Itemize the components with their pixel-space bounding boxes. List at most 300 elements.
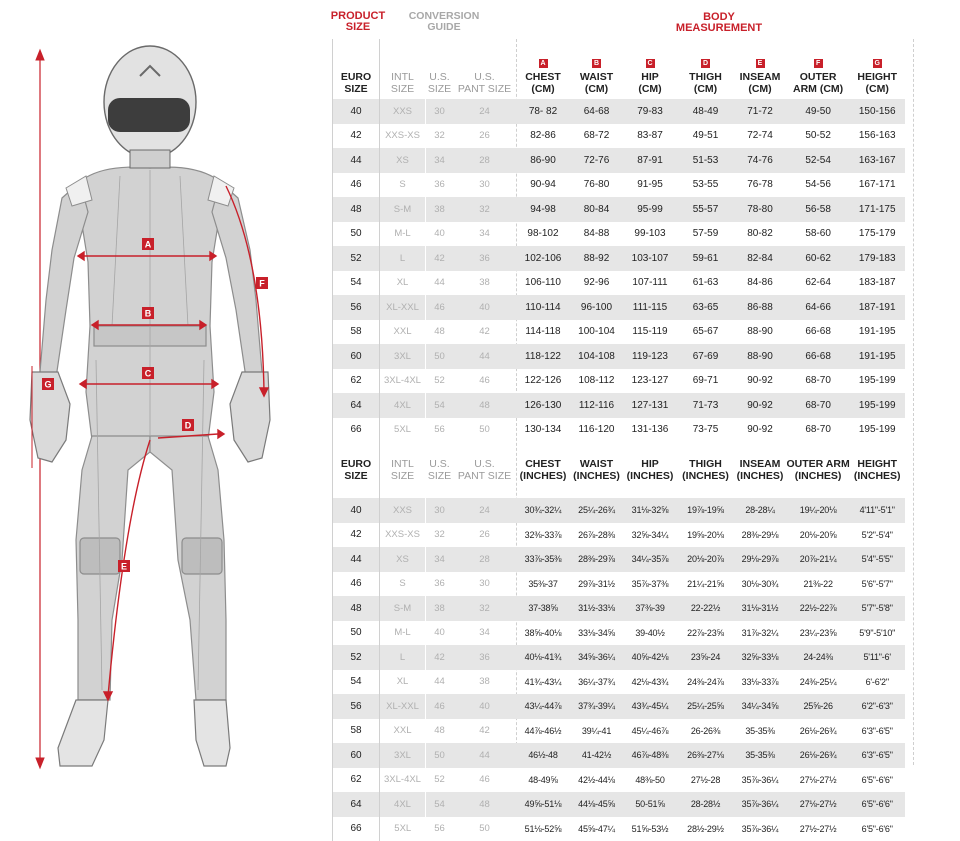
measurement-cell: 24-24⅜ [787,645,850,670]
conversion-cell: 50 [426,344,454,369]
measurement-cell: 27⅛-27½ [787,792,850,817]
measurement-cell: 34¼-34⅝ [734,694,787,719]
column-label: (INCHES) [850,470,905,482]
measurement-cell: 156-163 [850,124,905,149]
measurement-cell: 20⅛-20⅝ [787,523,850,548]
measurement-cell: 5'6"-5'7" [850,572,905,597]
conversion-cell: 52 [426,369,454,394]
measurement-cell: 179-183 [850,246,905,271]
conversion-cell: 3XL [380,743,426,768]
measurement-cell: 64-68 [571,99,623,124]
conversion-cell: 38 [454,670,516,695]
measurement-cell: 31⅛-31½ [734,596,787,621]
conversion-cell: 4XL [380,792,426,817]
measurement-cell: 64-66 [787,295,850,320]
measurement-cell: 187-191 [850,295,905,320]
measurement-cell: 171-175 [850,197,905,222]
euro-size-cell: 56 [333,295,380,320]
measurement-cell: 21⅜-22 [787,572,850,597]
table-row [333,344,905,369]
measurement-cell: 6'3"-6'5" [850,719,905,744]
body-measurement-header: BODY MEASUREMENT [654,12,784,34]
measurement-cell: 86-88 [734,295,787,320]
column-label: (CM) [734,83,787,95]
measurement-cell: 42⅛-43¾ [623,670,678,695]
column-label: HEIGHT [850,458,905,470]
conversion-cell: 34 [426,547,454,572]
measurement-cell: 126-130 [516,393,571,418]
measurement-column-header [623,39,678,99]
measurement-cell: 130-134 [516,418,571,443]
measurement-cell: 60-62 [787,246,850,271]
measurement-cell: 26-26⅜ [678,719,734,744]
column-label: THIGH [678,71,734,83]
conversion-cell: 40 [454,694,516,719]
conversion-cell: 30 [426,498,454,523]
measurement-cell: 80-82 [734,222,787,247]
euro-size-cell: 42 [333,124,380,149]
measurement-cell: 35⅞-36¼ [734,817,787,841]
conversion-cell: 48 [426,719,454,744]
conversion-cell: 28 [454,547,516,572]
measurement-cell: 36¼-37¾ [571,670,623,695]
measurement-column-header [787,442,850,498]
measurement-cell: 33⅛-34⅝ [571,621,623,646]
euro-size-cell: 60 [333,344,380,369]
conversion-cell: 54 [426,393,454,418]
measurement-cell: 86-90 [516,148,571,173]
measurement-cell: 6'5"-6'6" [850,817,905,841]
conversion-cell: 34 [454,621,516,646]
us-pant-size-header-line: U.S. [454,71,516,83]
us-size-header-line: U.S. [426,71,454,83]
measurement-cell: 59-61 [678,246,734,271]
measurement-cell: 43¾-45¼ [623,694,678,719]
euro-size-header-line: EURO [333,71,379,83]
measurement-cell: 6'-6'2" [850,670,905,695]
conversion-cell: 24 [454,498,516,523]
measurement-cell: 39-40½ [623,621,678,646]
measurement-cell: 26⅞-28⅜ [571,523,623,548]
measurement-cell: 163-167 [850,148,905,173]
conversion-cell: XL [380,271,426,296]
label-a-text: A [145,240,152,250]
measurement-cell: 191-195 [850,320,905,345]
measurement-column-header [516,442,571,498]
measurement-cell: 37⅜-39 [623,596,678,621]
conversion-guide-header: CONVERSION GUIDE [398,11,490,33]
measurement-cell: 49-50 [787,99,850,124]
measurement-cell: 61-63 [678,271,734,296]
euro-size-cell: 66 [333,817,380,841]
measurement-cell: 29⅞-31½ [571,572,623,597]
measurement-cell: 31⅛-32⅝ [623,498,678,523]
conversion-cell: 26 [454,124,516,149]
conversion-cell: 40 [426,621,454,646]
measurement-cell: 104-108 [571,344,623,369]
us-pant-size-header-line: U.S. [454,458,516,470]
column-label: (INCHES) [787,470,850,482]
intl-size-header [380,442,426,498]
column-badge: E [756,59,765,68]
measurement-cell: 26⅜-27⅛ [678,743,734,768]
measurement-cell: 38⅝-40⅛ [516,621,571,646]
measurement-cell: 57-59 [678,222,734,247]
measurement-cell: 27½-28 [678,768,734,793]
us-pant-size-header [454,39,516,99]
column-label: (INCHES) [734,470,787,482]
cm_header-header-row [333,39,905,99]
measurement-cell: 5'7"-5'8" [850,596,905,621]
conversion-cell: 4XL [380,393,426,418]
table-row [333,320,905,345]
measurement-cell: 48-49 [678,99,734,124]
conversion-cell: 32 [454,197,516,222]
measurement-cell: 28⅜-29⅞ [571,547,623,572]
label-a [142,238,154,250]
measurement-cell: 4'11"-5'1" [850,498,905,523]
conversion-cell: L [380,246,426,271]
measurement-cell: 112-116 [571,393,623,418]
conversion-cell: 5XL [380,817,426,841]
euro-size-cell: 48 [333,197,380,222]
measurement-column-header [571,39,623,99]
measurement-cell: 83-87 [623,124,678,149]
conversion-cell: XXS [380,498,426,523]
measurement-cell: 67-69 [678,344,734,369]
measurement-cell: 69-71 [678,369,734,394]
conversion-cell: XXS-XS [380,523,426,548]
measurement-cell: 53-55 [678,173,734,198]
measurement-cell: 40⅝-42⅛ [623,645,678,670]
column-label: CHEST [516,458,571,470]
measurement-cell: 107-111 [623,271,678,296]
euro-size-cell: 62 [333,369,380,394]
measurement-cell: 78- 82 [516,99,571,124]
measurement-cell: 46⅞-48⅜ [623,743,678,768]
column-label: THIGH [678,458,734,470]
measurement-cell: 79-83 [623,99,678,124]
label-d-text: D [185,421,192,431]
measurement-cell: 51⅛-52⅝ [516,817,571,841]
measurement-cell: 90-94 [516,173,571,198]
measurement-cell: 96-100 [571,295,623,320]
measurement-cell: 71-72 [734,99,787,124]
conversion-cell: 48 [454,792,516,817]
column-badge: D [701,59,710,68]
measurement-cell: 68-72 [571,124,623,149]
measurement-cell: 65-67 [678,320,734,345]
measurement-cell: 5'11"-6' [850,645,905,670]
measurement-cell: 32⅝-33⅛ [734,645,787,670]
conversion-cell: 30 [454,572,516,597]
conversion-cell: 40 [454,295,516,320]
measurement-cell: 88-90 [734,344,787,369]
conversion-cell: 42 [426,645,454,670]
measurement-cell: 31½-33⅛ [571,596,623,621]
column-label: (CM) [678,83,734,95]
conversion-cell: S-M [380,596,426,621]
euro-size-cell: 52 [333,645,380,670]
column-label: HIP [623,458,678,470]
table-row [333,694,905,719]
measurement-cell: 94-98 [516,197,571,222]
table-row [333,523,905,548]
us-size-header-line: SIZE [426,470,454,482]
measurement-cell: 35⅜-37 [516,572,571,597]
measurement-cell: 175-179 [850,222,905,247]
column-label: (INCHES) [678,470,734,482]
column-label: OUTER ARM [787,458,850,470]
measurement-cell: 34⅝-36¼ [571,645,623,670]
measurement-cell: 22⅞-23⅝ [678,621,734,646]
measurement-cell: 35-35⅜ [734,719,787,744]
measurement-column-header [678,442,734,498]
measurement-cell: 95-99 [623,197,678,222]
measurement-cell: 123-127 [623,369,678,394]
euro-size-cell: 58 [333,719,380,744]
measurement-cell: 55-57 [678,197,734,222]
conversion-cell: XL-XXL [380,694,426,719]
column-label: (INCHES) [623,470,678,482]
conversion-cell: 36 [426,173,454,198]
column-label: OUTER [787,71,850,83]
measurement-cell: 92-96 [571,271,623,296]
measurement-cell: 20⅛-20⅞ [678,547,734,572]
racing-suit-figure [0,0,330,798]
measurement-cell: 71-73 [678,393,734,418]
conversion-cell: 46 [454,369,516,394]
measurement-cell: 150-156 [850,99,905,124]
label-f-text: F [259,279,265,289]
intl-size-header-line: INTL [380,458,425,470]
conversion-cell: 36 [454,645,516,670]
measurement-cell: 90-92 [734,369,787,394]
measurement-cell: 68-70 [787,369,850,394]
euro-size-header-line: SIZE [333,83,379,95]
conversion-cell: 50 [454,418,516,443]
table-row [333,645,905,670]
conversion-cell: 42 [426,246,454,271]
euro-size-header [333,39,380,99]
measurement-cell: 82-84 [734,246,787,271]
euro-size-cell: 44 [333,148,380,173]
conversion-cell: 46 [454,768,516,793]
label-d [182,419,194,431]
helmet-icon [104,46,196,168]
measurement-cell: 5'2"-5'4" [850,523,905,548]
measurement-cell: 84-86 [734,271,787,296]
measurement-cell: 5'9"-5'10" [850,621,905,646]
measurement-cell: 30⅛-30¾ [734,572,787,597]
measurement-cell: 191-195 [850,344,905,369]
measurement-column-header [516,39,571,99]
table-row [333,670,905,695]
intl-size-header-line: SIZE [380,470,425,482]
measurement-cell: 35⅞-36¼ [734,768,787,793]
euro-size-cell: 40 [333,498,380,523]
conversion-cell: 44 [454,743,516,768]
measurement-cell: 102-106 [516,246,571,271]
measurement-cell: 80-84 [571,197,623,222]
table-row [333,148,905,173]
euro-size-header [333,442,380,498]
us-pant-size-header [454,442,516,498]
measurement-cell: 76-80 [571,173,623,198]
conversion-cell: 52 [426,768,454,793]
measurement-cell: 103-107 [623,246,678,271]
measurement-cell: 82-86 [516,124,571,149]
measurement-cell: 33⅛-33⅞ [734,670,787,695]
label-e [118,560,130,572]
measurement-cell: 99-103 [623,222,678,247]
us-size-header [426,442,454,498]
column-label: (INCHES) [571,470,623,482]
column-label: (CM) [516,83,571,95]
measurement-cell: 41¾-43¼ [516,670,571,695]
measurement-cell: 108-112 [571,369,623,394]
measurement-cell: 127-131 [623,393,678,418]
measurement-cell: 35-35⅜ [734,743,787,768]
measurement-cell: 46½-48 [516,743,571,768]
table-row [333,817,905,841]
inch_header-header-row [333,442,905,498]
label-b-text: B [145,309,152,319]
us-size-header [426,39,454,99]
label-g-text: G [44,380,51,390]
euro-size-cell: 50 [333,621,380,646]
table-row [333,768,905,793]
label-f [256,277,268,289]
measurement-cell: 90-92 [734,393,787,418]
measurement-cell: 50-51⅝ [623,792,678,817]
product-size-header: PRODUCT SIZE [326,11,390,33]
measurement-cell: 51⅝-53½ [623,817,678,841]
conversion-cell: 32 [454,596,516,621]
conversion-cell: 50 [454,817,516,841]
measurement-cell: 19⅝-20⅛ [678,523,734,548]
euro-size-cell: 48 [333,596,380,621]
measurement-cell: 84-88 [571,222,623,247]
table-row [333,572,905,597]
measurement-cell: 50-52 [787,124,850,149]
measurement-cell: 51-53 [678,148,734,173]
conversion-cell: L [380,645,426,670]
measurement-column-header [571,442,623,498]
conversion-cell: 26 [454,523,516,548]
shoes [58,700,230,766]
conversion-cell: 54 [426,792,454,817]
measurement-cell: 110-114 [516,295,571,320]
column-label: CHEST [516,71,571,83]
measurement-cell: 21¼-21⅝ [678,572,734,597]
measurement-column-header [787,39,850,99]
table-row [333,743,905,768]
measurement-cell: 45¼-46⅞ [623,719,678,744]
conversion-cell: XL [380,670,426,695]
measurement-cell: 54-56 [787,173,850,198]
euro-size-cell: 56 [333,694,380,719]
conversion-cell: 48 [454,393,516,418]
column-badge: F [814,59,823,68]
measurement-cell: 195-199 [850,418,905,443]
euro-size-cell: 62 [333,768,380,793]
measurement-column-header [623,442,678,498]
conversion-cell: XL-XXL [380,295,426,320]
us-size-header-line: SIZE [426,83,454,95]
euro-size-cell: 64 [333,393,380,418]
intl-size-header-line: INTL [380,71,425,83]
measurement-cell: 74-76 [734,148,787,173]
table-row [333,222,905,247]
conversion-cell: XS [380,148,426,173]
euro-size-cell: 44 [333,547,380,572]
measurement-cell: 22½-22⅞ [787,596,850,621]
euro-size-header-line: EURO [333,458,379,470]
euro-size-cell: 54 [333,271,380,296]
column-label: (CM) [571,83,623,95]
table-row [333,99,905,124]
measurement-cell: 32⅜-33⅞ [516,523,571,548]
measurement-cell: 28-28½ [678,792,734,817]
column-label: WAIST [571,71,623,83]
measurement-cell: 100-104 [571,320,623,345]
table-row [333,369,905,394]
measurement-cell: 19¼-20⅛ [787,498,850,523]
table-row [333,271,905,296]
measurement-cell: 22-22½ [678,596,734,621]
measurement-cell: 76-78 [734,173,787,198]
table-row [333,792,905,817]
intl-size-header-line: SIZE [380,83,425,95]
measurement-column-header [850,39,905,99]
euro-size-cell: 50 [333,222,380,247]
measurement-cell: 116-120 [571,418,623,443]
table-row [333,173,905,198]
measurement-cell: 28⅜-29⅛ [734,523,787,548]
conversion-cell: 38 [426,596,454,621]
column-label: ARM (CM) [787,83,850,95]
conversion-cell: M-L [380,222,426,247]
measurement-column-header [734,442,787,498]
column-label: (CM) [850,83,905,95]
conversion-cell: S [380,572,426,597]
measurement-cell: 68-70 [787,418,850,443]
size-chart-table [332,39,905,841]
label-g [42,378,54,390]
euro-size-cell: 54 [333,670,380,695]
conversion-cell: 3XL-4XL [380,768,426,793]
measurement-cell: 115-119 [623,320,678,345]
measurement-cell: 6'2"-6'3" [850,694,905,719]
measurement-cell: 119-123 [623,344,678,369]
us-pant-size-header-line: PANT SIZE [454,470,516,482]
conversion-cell: 50 [426,743,454,768]
column-label: WAIST [571,458,623,470]
conversion-cell: 40 [426,222,454,247]
measurement-cell: 24⅜-24⅞ [678,670,734,695]
column-label: (INCHES) [516,470,571,482]
euro-size-cell: 46 [333,173,380,198]
euro-size-cell: 40 [333,99,380,124]
measurement-cell: 44⅛-45⅝ [571,792,623,817]
measurement-cell: 28-28¼ [734,498,787,523]
measurement-cell: 88-92 [571,246,623,271]
euro-size-cell: 46 [333,572,380,597]
measurement-cell: 43¼-44⅞ [516,694,571,719]
measurement-cell: 28½-29½ [678,817,734,841]
conversion-cell: 24 [454,99,516,124]
